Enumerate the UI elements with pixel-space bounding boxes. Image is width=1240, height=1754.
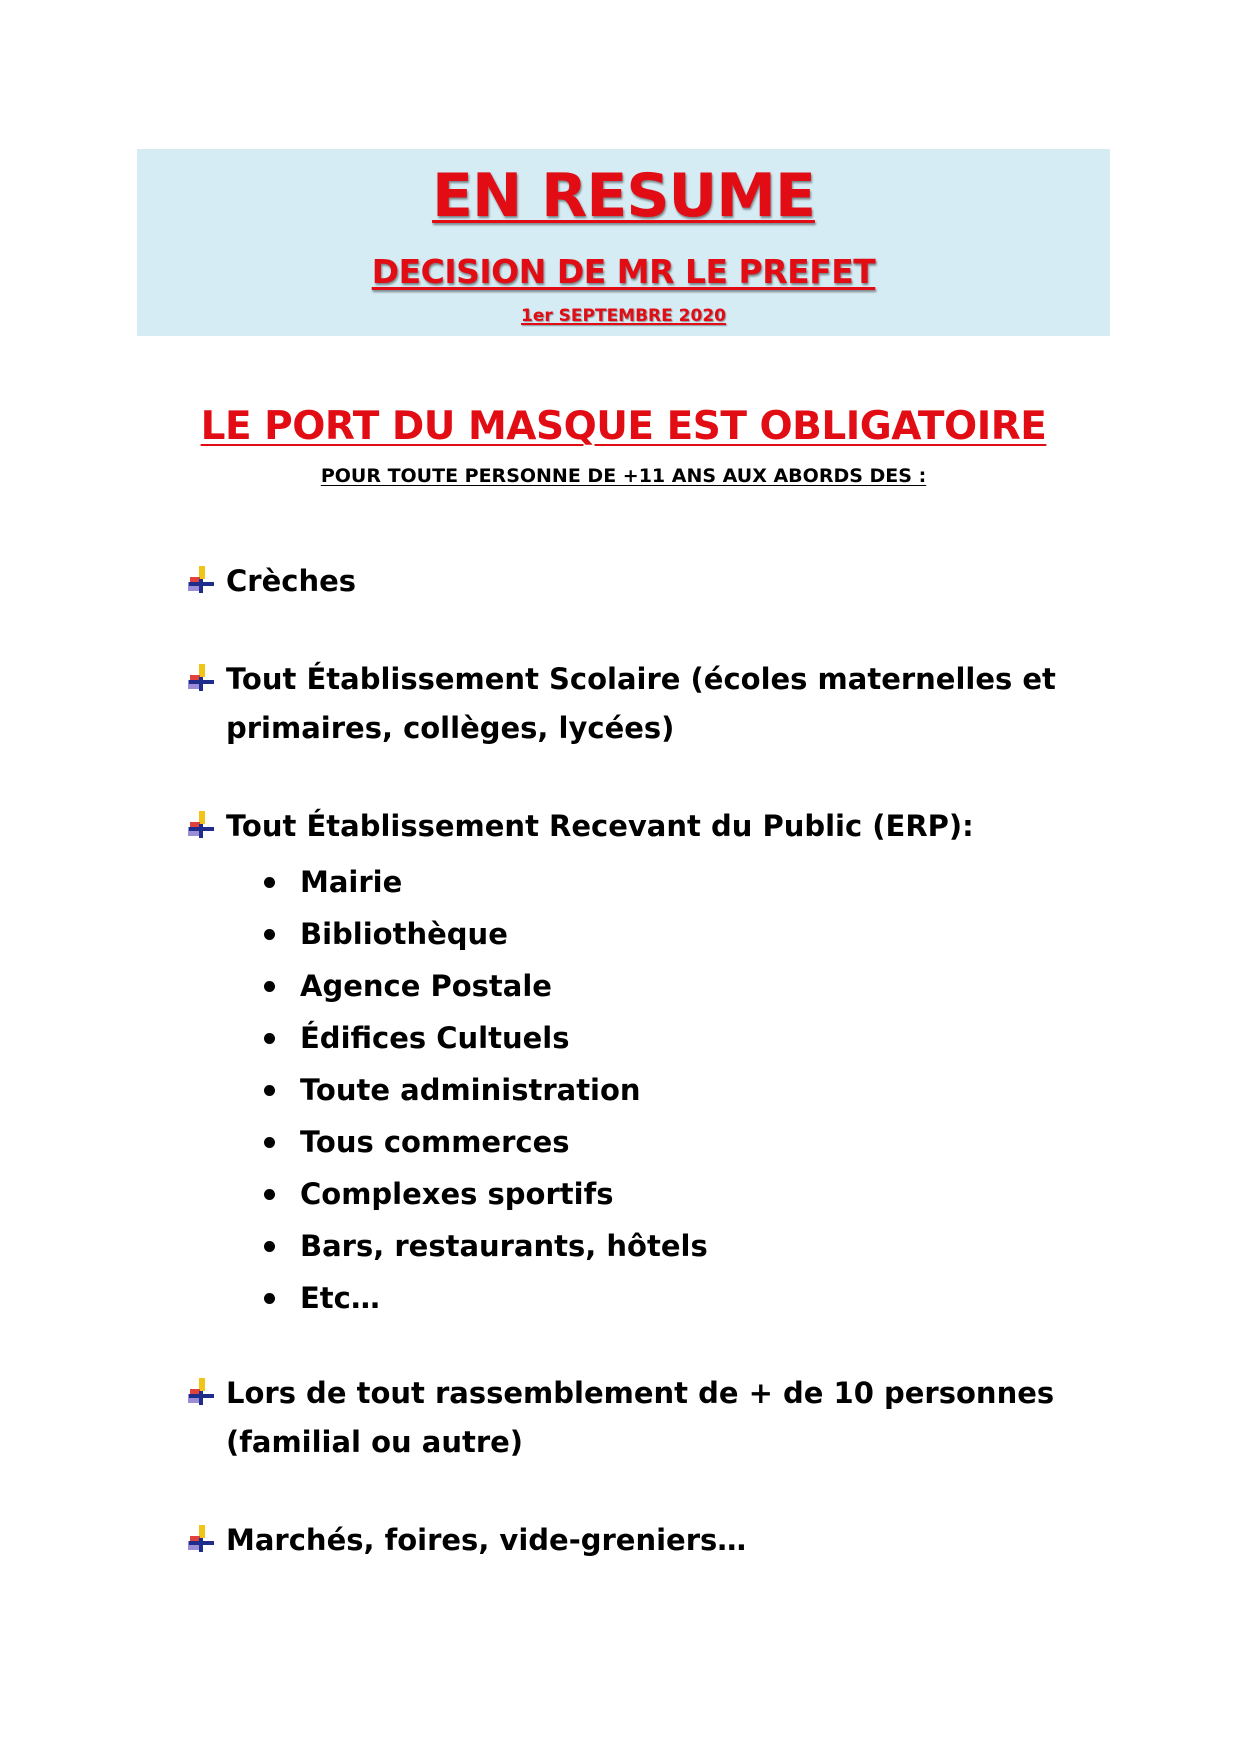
bullet-dot-icon [264, 1241, 275, 1252]
header-box [137, 149, 1110, 336]
bullet-dot-icon [264, 929, 275, 940]
list-item [186, 655, 1076, 753]
bullet-dot-icon [264, 981, 275, 992]
list-item-label: Tout Établissement Recevant du Public (ERP): [226, 809, 974, 843]
erp-list-item: Bars, restaurants, hôtels [262, 1220, 708, 1272]
list-item [186, 1369, 1076, 1467]
erp-list-item: Agence Postale [262, 960, 708, 1012]
bullet-cross-icon [186, 663, 216, 693]
bullet-dot-icon [264, 1085, 275, 1096]
erp-list [262, 856, 708, 1324]
erp-list-item: Toute administration [262, 1064, 708, 1116]
erp-list-item: Tous commerces [262, 1116, 708, 1168]
erp-list-item: Complexes sportifs [262, 1168, 708, 1220]
bullet-cross-icon [186, 565, 216, 595]
list-item [186, 802, 1076, 851]
erp-list-item: Mairie [262, 856, 708, 908]
page-subtitle: DECISION DE MR LE PREFET [371, 252, 876, 291]
erp-list-item: Etc… [262, 1272, 708, 1324]
list-item [186, 1516, 1076, 1565]
bullet-dot-icon [264, 1137, 275, 1148]
list-item-label: Lors de tout rassemblement de + de 10 personnes (familial ou autre) [226, 1376, 1055, 1459]
erp-list-item: Bibliothèque [262, 908, 708, 960]
decision-date: 1er SEPTEMBRE 2020 [521, 306, 726, 326]
bullet-dot-icon [264, 1189, 275, 1200]
bullet-cross-icon [186, 1524, 216, 1554]
list-item-label: Tout Établissement Scolaire (écoles maternelles et primaires, collèges, lycées) [226, 662, 1056, 745]
list-item-label: Crèches [226, 564, 357, 598]
list-item-label: Marchés, foires, vide-greniers… [226, 1523, 747, 1557]
mask-subheading: POUR TOUTE PERSONNE DE +11 ANS AUX ABORDS DES : [320, 465, 927, 487]
page-title: EN RESUME [432, 161, 815, 231]
erp-list-item: Édifices Cultuels [262, 1012, 708, 1064]
list-item [186, 557, 1076, 606]
mask-heading: LE PORT DU MASQUE EST OBLIGATOIRE [200, 404, 1047, 449]
bullet-dot-icon [264, 1033, 275, 1044]
bullet-dot-icon [264, 877, 275, 888]
bullet-dot-icon [264, 1293, 275, 1304]
bullet-cross-icon [186, 810, 216, 840]
bullet-cross-icon [186, 1377, 216, 1407]
